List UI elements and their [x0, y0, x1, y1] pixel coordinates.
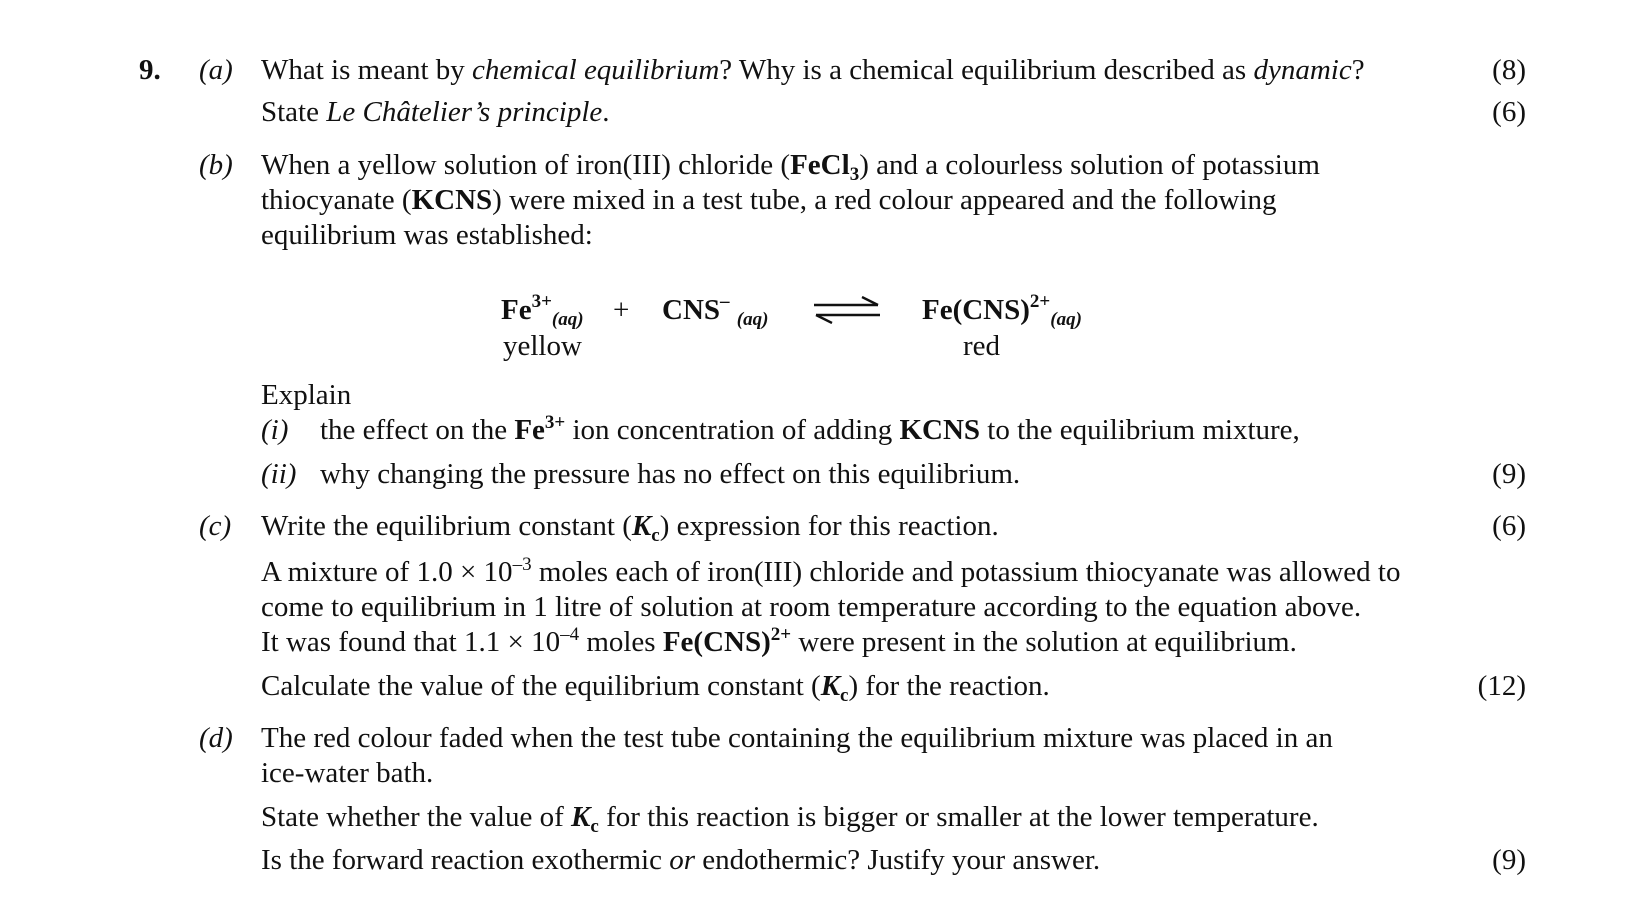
- part-c-line-5: Calculate the value of the equilibrium constant $(K_c)$ for the reaction.: [261, 670, 1050, 706]
- part-c-label: (c): [199, 510, 232, 542]
- part-b-line-1: When a yellow solution of iron(III) chloride (FeCl$_3$) and a colourless solution of potassium: [261, 149, 1320, 185]
- equilibrium-arrow-icon: [812, 296, 882, 324]
- part-b-i-text: the effect on the $Fe^{3+}$ ion concentration of adding KCNS to the equilibrium mixture,: [320, 412, 1300, 446]
- equation-product: Fe(CNS)$^{2+}_{(aq)}$: [922, 291, 1082, 330]
- equation-label-red: red: [963, 330, 1001, 362]
- part-b-line-3: equilibrium was established:: [261, 219, 593, 251]
- part-c-mark-2: (12): [1477, 670, 1526, 702]
- part-b-label: (b): [199, 149, 233, 181]
- part-a-label: (a): [199, 54, 233, 86]
- part-a-line-1: What is meant by chemical equilibrium? Why is a chemical equilibrium described as dynamic?: [261, 54, 1365, 86]
- equation-reactant-cns: CNS– $_{(aq)}$: [662, 291, 769, 330]
- part-d-line-1: The red colour faded when the test tube containing the equilibrium mixture was placed in an: [261, 722, 1333, 754]
- part-b-i-label: (i): [261, 414, 289, 446]
- part-a-mark-2: (6): [1492, 96, 1526, 128]
- part-b-ii-text: why changing the pressure has no effect on this equilibrium.: [320, 458, 1021, 490]
- equation-label-yellow: yellow: [503, 330, 582, 362]
- part-c-mark-1: (6): [1492, 510, 1526, 542]
- part-c-line-1: Write the equilibrium constant $(K_c)$ expression for this reaction.: [261, 510, 999, 546]
- part-d-mark: (9): [1492, 844, 1526, 876]
- part-b-line-2: thiocyanate (KCNS) were mixed in a test tube, a red colour appeared and the following: [261, 184, 1277, 216]
- part-c-line-3: come to equilibrium in 1 litre of solution at room temperature according to the equation above.: [261, 591, 1362, 623]
- part-d-line-2: ice-water bath.: [261, 757, 434, 789]
- equation-plus: +: [613, 294, 630, 326]
- part-b-explain: Explain: [261, 379, 352, 411]
- part-b-ii-label: (ii): [261, 458, 297, 490]
- part-c-line-2: A mixture of $1.0 \times 10^{-3}$ moles each of iron(III) chloride and potassium thiocyanate was allowed to: [261, 554, 1401, 588]
- part-d-label: (d): [199, 722, 233, 754]
- question-number: 9.: [139, 54, 161, 86]
- part-d-line-4: Is the forward reaction exothermic or endothermic? Justify your answer.: [261, 844, 1101, 876]
- part-d-line-3: State whether the value of $K_c$ for this reaction is bigger or smaller at the lower temperature.: [261, 801, 1319, 837]
- part-a-mark-1: (8): [1492, 54, 1526, 86]
- part-c-line-4: It was found that $1.1 \times 10^{-4}$ moles Fe(CNS)$^{2+}$ were present in the solution at equilibrium.: [261, 624, 1297, 658]
- part-b-mark: (9): [1492, 458, 1526, 490]
- part-a-line-2: State Le Châtelier’s principle.: [261, 96, 610, 128]
- equation-reactant-fe: $Fe^{3+}_{(aq)}$: [501, 291, 584, 330]
